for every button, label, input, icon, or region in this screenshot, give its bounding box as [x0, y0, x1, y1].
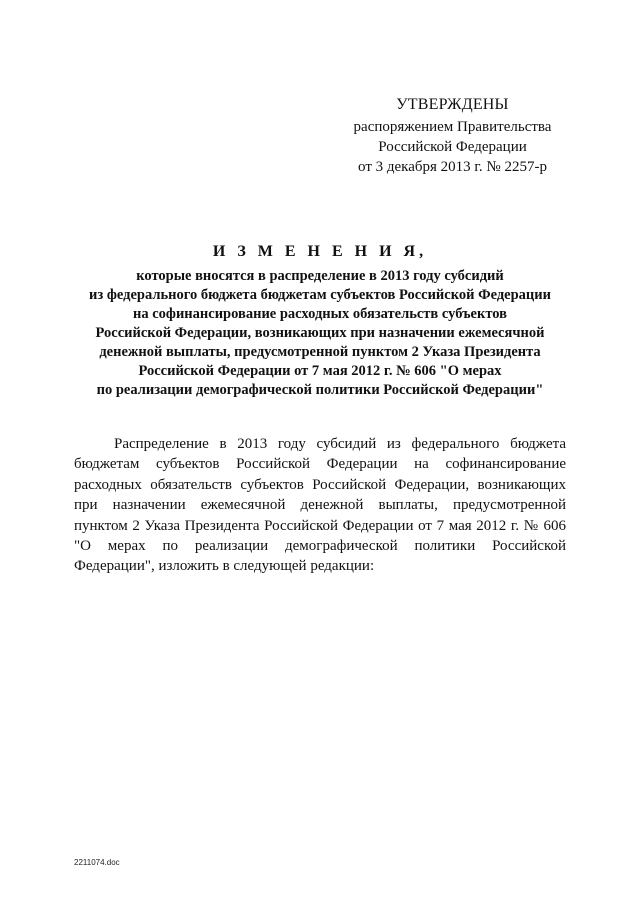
file-reference: 2211074.doc	[74, 858, 120, 867]
approval-block	[330, 95, 575, 177]
body-line: бюджетам субъектов Российской Федерации на софинансирование	[74, 456, 566, 473]
body-line: Федерации", изложить в следующей редакции:	[74, 558, 375, 575]
approval-line-date-number: от 3 декабря 2013 г. № 2257-р	[358, 159, 547, 175]
heading-subtitle-line: денежной выплаты, предусмотренной пунктом 2 Указа Президента	[99, 344, 541, 360]
heading-subtitle-line: на софинансирование расходных обязательств субъектов	[133, 306, 507, 322]
body-line: Распределение в 2013 году субсидий из федерального бюджета	[114, 436, 566, 452]
body-line: "О мерах по реализации демографической политики Российской	[74, 537, 566, 554]
heading-subtitle-line: которые вносятся в распределение в 2013 году субсидий	[136, 268, 504, 284]
body-line: при назначении ежемесячной денежной выплаты, предусмотренной	[74, 497, 566, 514]
heading-subtitle-line: из федерального бюджета бюджетам субъектов Российской Федерации	[89, 287, 551, 303]
approval-title: УТВЕРЖДЕНЫ	[396, 96, 509, 113]
document-heading	[60, 243, 580, 400]
heading-subtitle-line: по реализации демографической политики Российской Федерации"	[96, 382, 544, 398]
body-line: расходных обязательств субъектов Российской Федерации, возникающих	[74, 476, 566, 493]
body-paragraph	[74, 434, 566, 577]
body-line: пунктом 2 Указа Президента Российской Федерации от 7 мая 2012 г. № 606	[74, 517, 566, 534]
approval-line-authority: распоряжением Правительства	[353, 119, 552, 135]
heading-subtitle-line: Российской Федерации от 7 мая 2012 г. № 606 "О мерах	[138, 363, 502, 379]
document-title: И З М Е Н Е Н И Я,	[212, 243, 428, 260]
approval-line-country: Российской Федерации	[378, 139, 527, 155]
heading-subtitle-line: Российской Федерации, возникающих при назначении ежемесячной	[95, 325, 545, 341]
